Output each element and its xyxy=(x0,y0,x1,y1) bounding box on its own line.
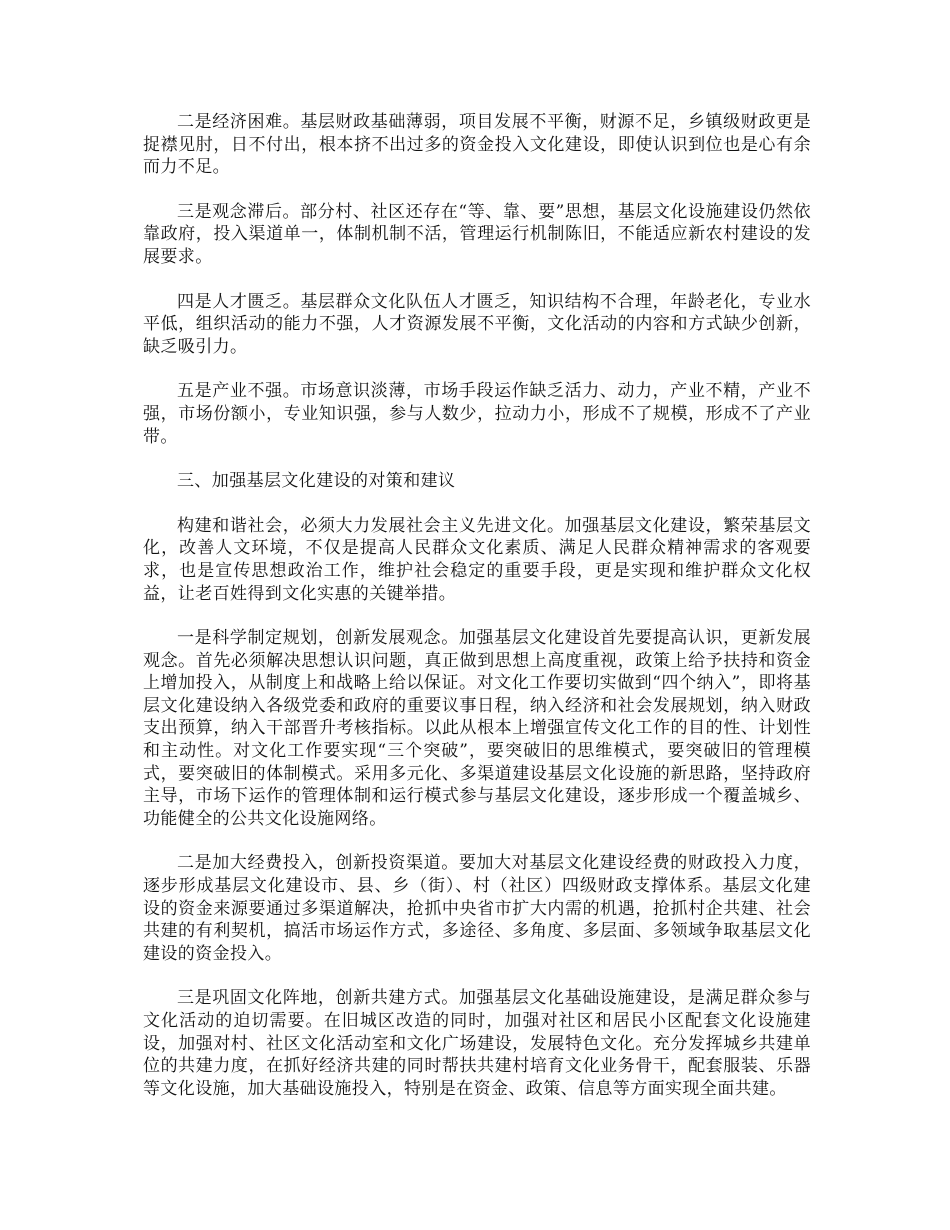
paragraph-outdated-concepts: 三是观念滞后。部分村、社区还存在“等、靠、要”思想，基层文化设施建设仍然依靠政府，投入渠道单一，体制机制不活，管理运行机制陈旧，不能适应新农村建设的发展要求。 xyxy=(143,201,811,267)
paragraph-harmonious-society: 构建和谐社会，必须大力发展社会主义先进文化。加强基层文化建设，繁荣基层文化，改善人文环境，不仅是提高人民群众文化素质、满足人民群众精神需求的客观要求，也是宣传思想政治工作，维护社会稳定的重要手段，更是实现和维护群众文化权益，让老百姓得到文化实惠的关键举措。 xyxy=(143,515,811,604)
document-body xyxy=(143,111,811,1122)
paragraph-planning: 一是科学制定规划，创新发展观念。加强基层文化建设首先要提高认识，更新发展观念。首先必须解决思想认识问题，真正做到思想上高度重视，政策上给予扶持和资金上增加投入，从制度上和战略上给以保证。对文化工作要切实做到“四个纳入”，即将基层文化建设纳入各级党委和政府的重要议事日程，纳入经济和社会发展规划，纳入财政支出预算，纳入干部晋升考核指标。以此从根本上增强宣传文化工作的目的性、计划性和主动性。对文化工作要实现“三个突破”，要突破旧的思维模式，要突破旧的管理模式，要突破旧的体制模式。采用多元化、多渠道建设基层文化设施的新思路，坚持政府主导，市场下运作的管理体制和运行模式参与基层文化建设，逐步形成一个覆盖城乡、功能健全的公共文化设施网络。 xyxy=(143,628,811,829)
paragraph-funding: 二是加大经费投入，创新投资渠道。要加大对基层文化建设经费的财政投入力度，逐步形成基层文化建设市、县、乡（街）、村（社区）四级财政支撑体系。基层文化建设的资金来源要通过多渠道解决，抢抓中央省市扩大内需的机遇，抢抓村企共建、社会共建的有利契机，搞活市场运作方式，多途径、多角度、多层面、多领域争取基层文化建设的资金投入。 xyxy=(143,853,811,964)
paragraph-cultural-positions: 三是巩固文化阵地，创新共建方式。加强基层文化基础设施建设，是满足群众参与文化活动的迫切需要。在旧城区改造的同时，加强对社区和居民小区配套文化设施建设，加强对村、社区文化活动室和文化广场建设，发展特色文化。充分发挥城乡共建单位的共建力度，在抓好经济共建的同时帮扶共建村培育文化业务骨干，配套服装、乐器等文化设施，加大基础设施投入，特别是在资金、政策、信息等方面实现全面共建。 xyxy=(143,988,811,1099)
paragraph-economic-difficulty: 二是经济困难。基层财政基础薄弱，项目发展不平衡，财源不足，乡镇级财政更是捉襟见肘，日不付出，根本挤不出过多的资金投入文化建设，即使认识到位也是心有余而力不足。 xyxy=(143,112,811,178)
paragraph-talent-shortage: 四是人才匮乏。基层群众文化队伍人才匮乏，知识结构不合理，年龄老化，专业水平低，组织活动的能力不强，人才资源发展不平衡，文化活动的内容和方式缺少创新，缺乏吸引力。 xyxy=(143,291,811,357)
section-heading: 三、加强基层文化建设的对策和建议 xyxy=(177,471,456,492)
paragraph-weak-industry: 五是产业不强。市场意识淡薄，市场手段运作缺乏活力、动力，产业不精，产业不强，市场份额小，专业知识强，参与人数少，拉动力小，形成不了规模，形成不了产业带。 xyxy=(143,381,811,447)
